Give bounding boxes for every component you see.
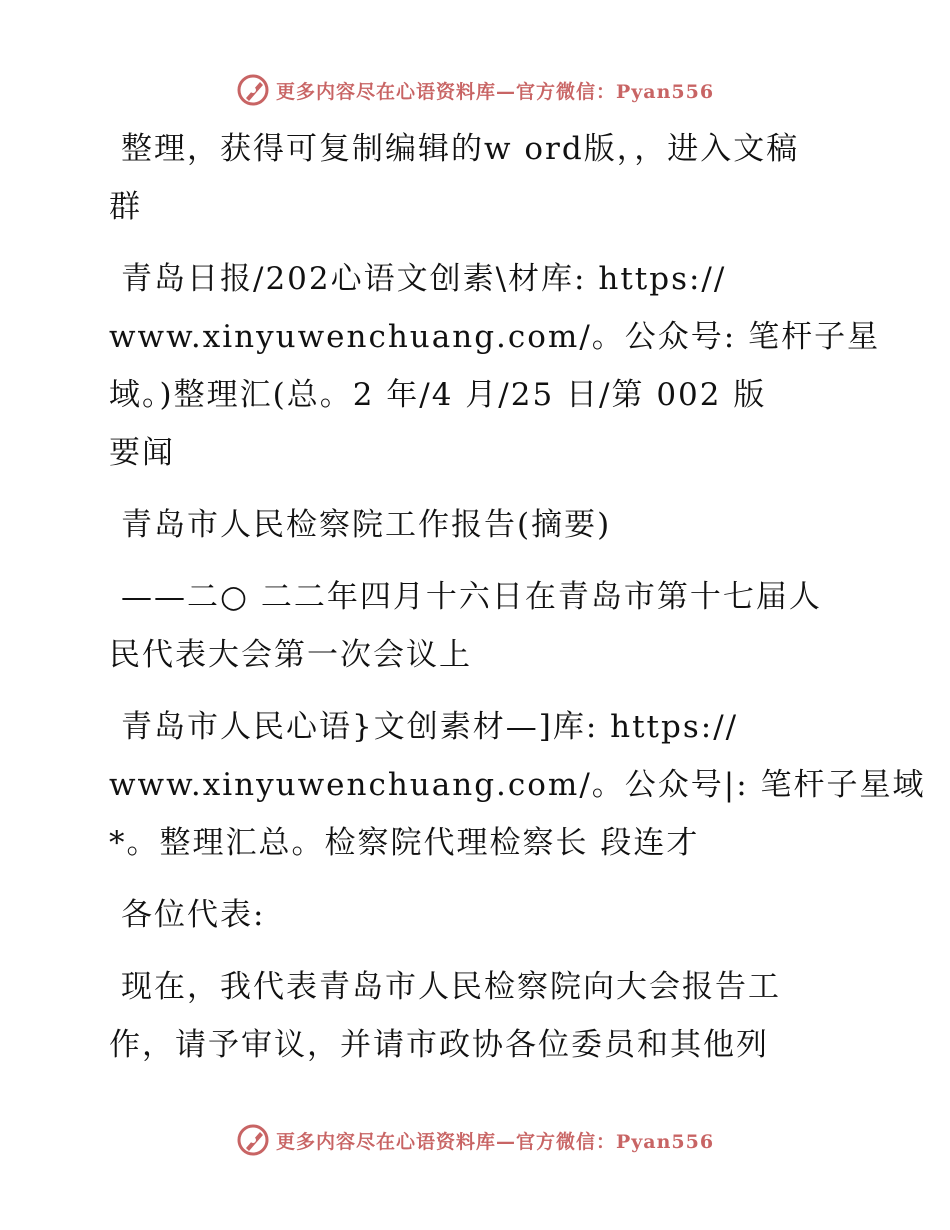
text-line: 整理，获得可复制编辑的w ord版，，进入文稿 bbox=[121, 131, 800, 167]
text-line: www.xinyuwenchuang.com/。公众号|: 笔杆子星域 bbox=[109, 767, 926, 803]
watermark-text: 更多内容尽在心语资料库—官方微信：Pyan556 bbox=[275, 1130, 715, 1153]
paragraph bbox=[97, 958, 857, 1074]
text-line: 群 bbox=[109, 189, 142, 225]
paragraph bbox=[97, 496, 857, 554]
paragraph bbox=[97, 568, 857, 684]
text-line: 要闻 bbox=[109, 435, 175, 471]
report-title: 青岛市人民检察院工作报告(摘要) bbox=[121, 507, 612, 543]
text-line: 作，请予审议，并请市政协各位委员和其他列 bbox=[109, 1027, 769, 1063]
text-line: 现在，我代表青岛市人民检察院向大会报告工 bbox=[121, 969, 781, 1005]
text-line: 青岛市人民心语}文创素材—]库: https:// bbox=[121, 709, 739, 745]
paragraph bbox=[97, 698, 926, 872]
paragraph bbox=[97, 250, 881, 482]
watermark-text: 更多内容尽在心语资料库—官方微信：Pyan556 bbox=[275, 80, 715, 103]
document-body bbox=[97, 120, 926, 1088]
text-line: 青岛日报/202心语文创素\材库: https:// bbox=[121, 261, 727, 297]
paragraph bbox=[97, 120, 857, 236]
text-line: *。整理汇总。检察院代理检察长 段连才 bbox=[109, 825, 700, 861]
header-watermark bbox=[0, 70, 950, 110]
text-line: 域。)整理汇(总。2 年/4 月/25 日/第 002 版 bbox=[109, 377, 767, 413]
text-line: www.xinyuwenchuang.com/。公众号: 笔杆子星 bbox=[109, 319, 881, 355]
text-line: ——二○ 二二年四月十六日在青岛市第十七届人 bbox=[121, 579, 822, 615]
pen-logo-icon bbox=[236, 1123, 270, 1157]
text-line: 民代表大会第一次会议上 bbox=[109, 637, 472, 673]
pen-logo-icon bbox=[236, 73, 270, 107]
salutation: 各位代表: bbox=[121, 897, 266, 933]
footer-watermark bbox=[0, 1120, 950, 1160]
paragraph bbox=[97, 886, 857, 944]
